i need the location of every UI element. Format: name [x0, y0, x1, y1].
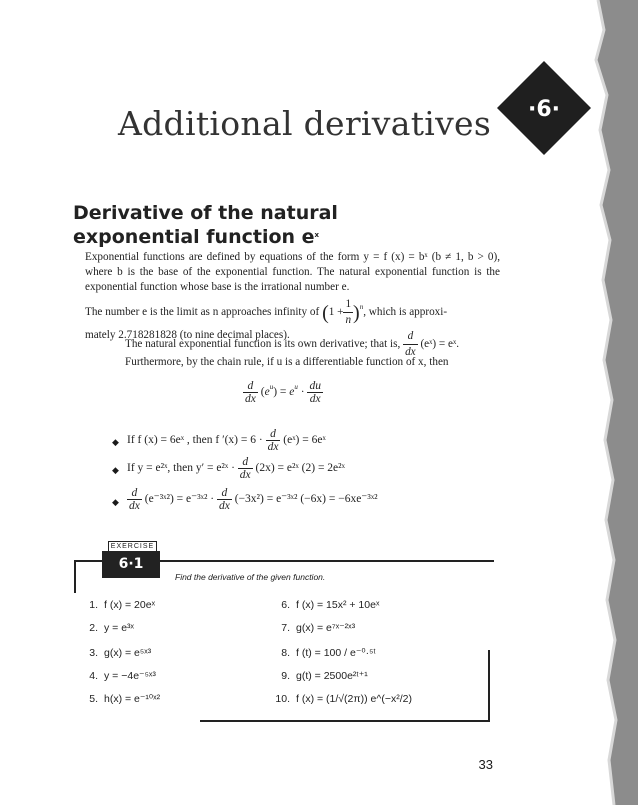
section-title-line1: Derivative of the natural — [73, 202, 338, 224]
chain-rule-paragraph: Furthermore, by the chain rule, if u is a differentiable function of x, then — [125, 356, 449, 368]
problem-4: 4. y = −4e⁻⁵ˣ³ — [89, 670, 156, 682]
problem-10: 10. f (x) = (1/√(2π)) e^(−x²/2) — [275, 693, 412, 705]
chain-rule-equation: $\frac{d}{dx}$ $(e^u) = e^u$ · $\frac{du}{dx}$ — [245, 380, 321, 405]
exercise-instruction: Find the derivative of the given function. — [175, 572, 326, 582]
intro-paragraph: Exponential functions are defined by equations of the form y = f (x) = bˣ (b ≠ 1, b > 0), where b is the base of the exponential function. The natural exponential function is the exponential function whose base is the irrational number e. — [85, 251, 500, 293]
exercise-right-rule — [488, 650, 490, 720]
section-title-line2: exponential function e — [73, 226, 315, 248]
limit-text-end: , which is approxi- — [363, 306, 448, 319]
problem-5: 5. h(x) = e⁻¹⁰ˣ² — [89, 693, 161, 705]
problem-3: 3. g(x) = e⁵ˣ³ — [89, 647, 152, 659]
one-over-n: $\frac{1}{n}$ — [345, 298, 352, 326]
example-3: $\frac{d}{dx}$ (e⁻³ˣ²) = e⁻³ˣ² · $\frac{d}{dx}$ (−3x²) = e⁻³ˣ² (−6x) = −6xe⁻³ˣ² — [129, 487, 378, 512]
example-1: If f (x) = 6eˣ , then f ′(x) = 6 · $\frac{d}{dx}$ (eˣ) = 6eˣ — [127, 428, 326, 453]
chapter-badge — [497, 61, 591, 155]
chapter-badge-label: ·6· — [527, 97, 561, 122]
bullet-icon: ◆ — [112, 497, 119, 507]
exercise-left-rule — [74, 560, 76, 593]
problem-6: 6. f (x) = 15x² + 10eˣ — [281, 599, 380, 611]
d-dx-fraction: $\frac{d}{dx}$ — [405, 330, 416, 358]
limit-text-line2: mately 2.718281828 (to nine decimal places). — [85, 329, 290, 341]
own-derivative-text: The natural exponential function is its own derivative; that is, — [125, 338, 401, 351]
chapter-title: Additional derivatives — [118, 104, 492, 143]
section-title — [73, 202, 338, 248]
exercise-tab: EXERCISE — [108, 541, 157, 553]
page-number: 33 — [478, 757, 493, 772]
limit-text-start: The number e is the limit as n approaches infinity of — [85, 306, 320, 319]
limit-expression: ( — [322, 301, 329, 324]
problem-9: 9. g(t) = 2500e²ᵗ⁺¹ — [281, 670, 368, 682]
section-title-sup: x — [314, 231, 320, 239]
example-2: If y = e²ˣ, then y′ = e²ˣ · $\frac{d}{dx}$ (2x) = e²ˣ (2) = 2e²ˣ — [127, 456, 345, 481]
problem-8: 8. f (t) = 100 / e⁻⁰·⁵ᵗ — [281, 647, 376, 659]
bullet-icon: ◆ — [112, 465, 119, 475]
problem-7: 7. g(x) = e⁷ˣ⁻²ˣ³ — [281, 622, 356, 634]
problem-1: 1. f (x) = 20eˣ — [89, 599, 156, 611]
problem-2: 2. y = e³ˣ — [89, 622, 134, 634]
own-derivative-result: (eˣ) = eˣ. — [420, 338, 459, 351]
limit-paragraph: The number e is the limit as n approaches infinity of (1 + $\frac{1}{n}$ )$^n$, which is approxi- mately 2.718281828 (to nine decimal places). — [85, 298, 448, 341]
bullet-icon: ◆ — [112, 437, 119, 447]
exercise-number: 6·1 — [102, 551, 160, 578]
exercise-bottom-rule — [200, 720, 490, 722]
